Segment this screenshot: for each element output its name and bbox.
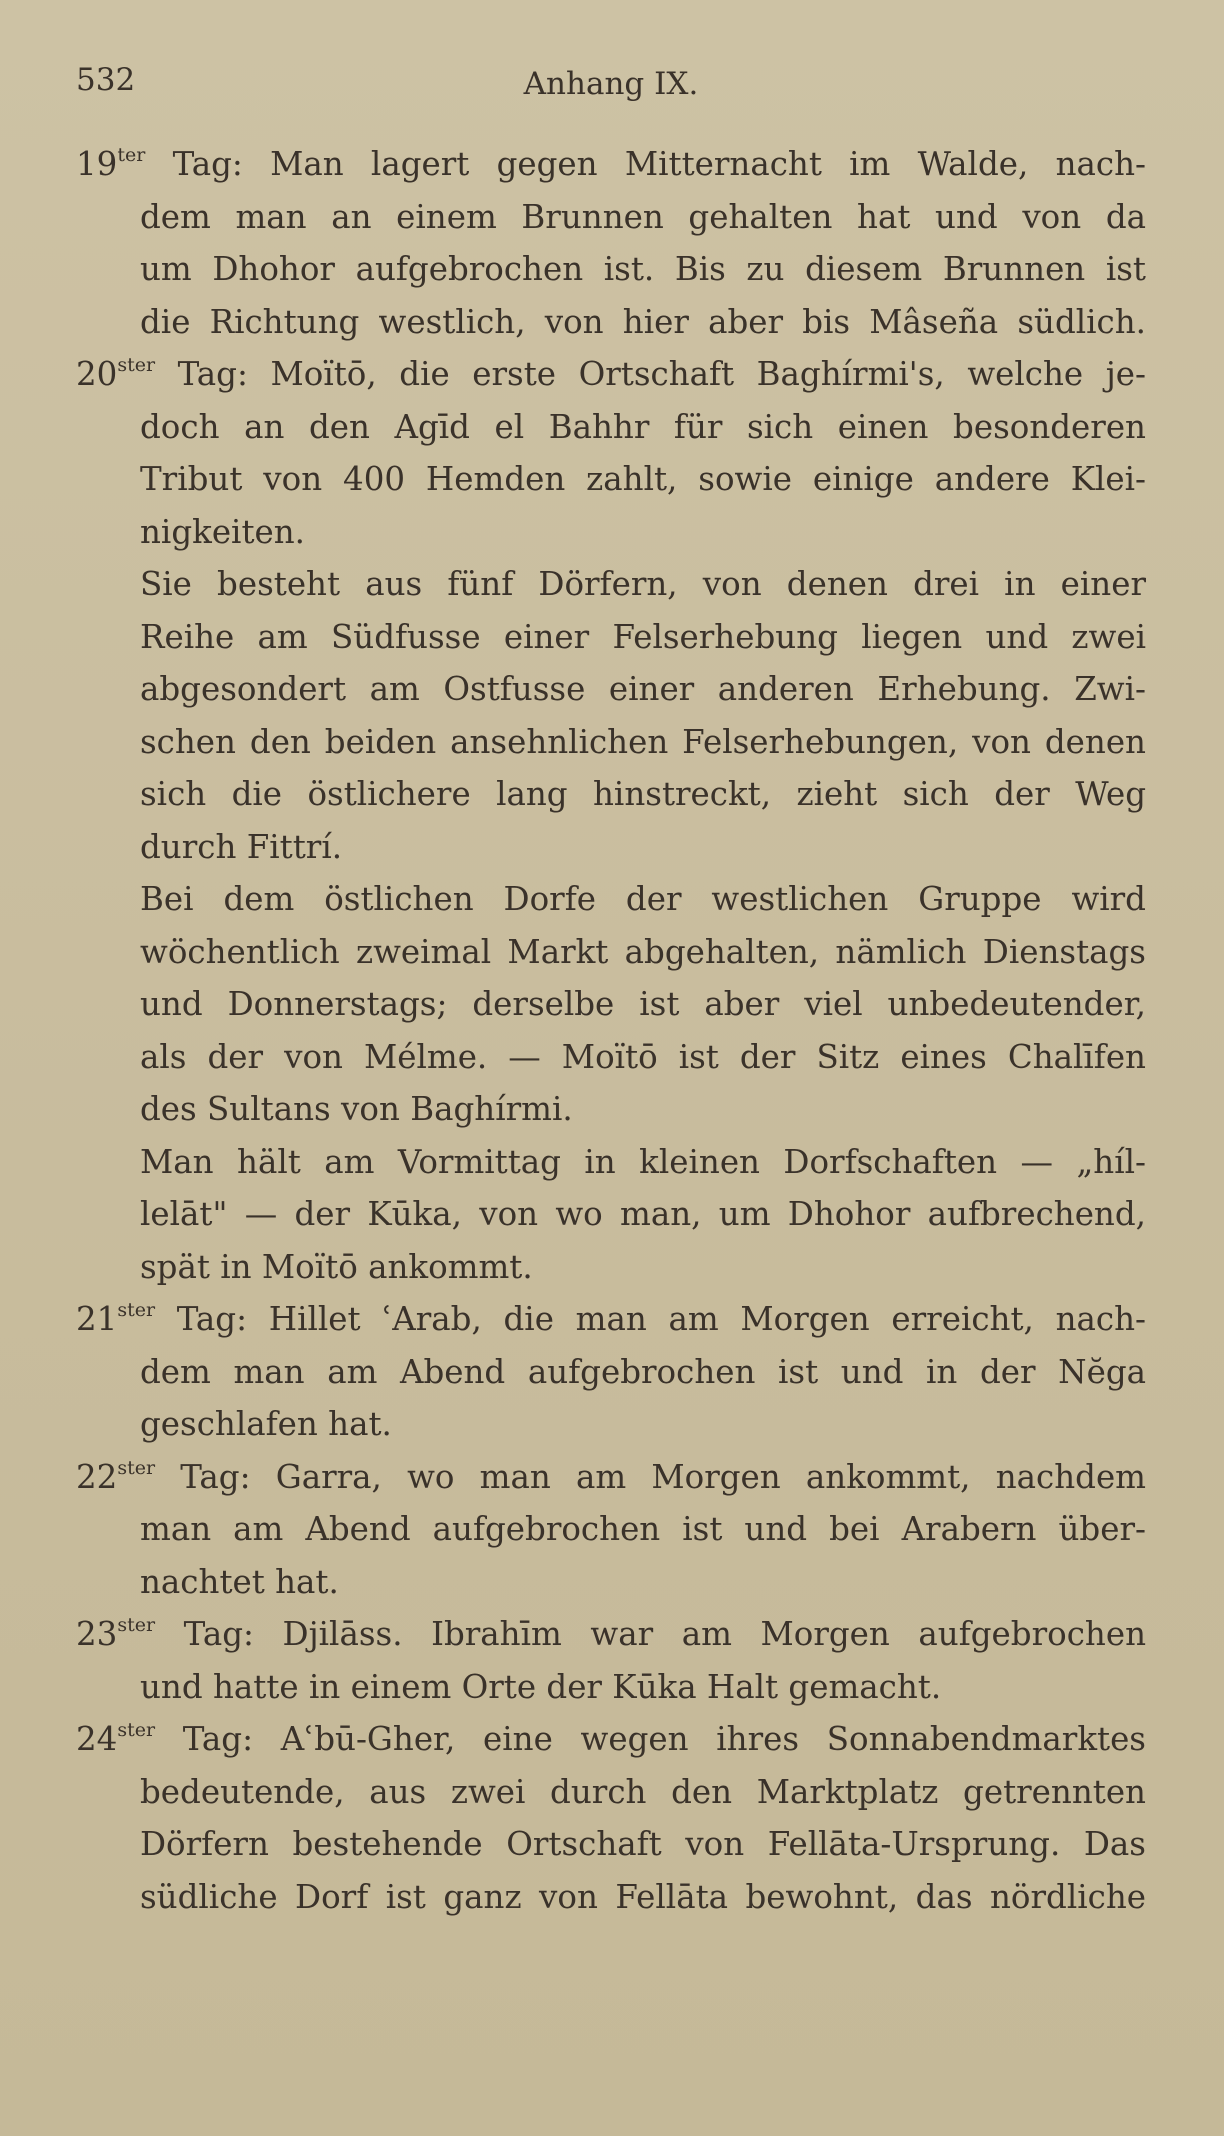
text-line — [76, 716, 1146, 769]
day-ordinal: 24 — [76, 1720, 118, 1758]
line-text: Dörfern bestehende Ortschaft von Fellāta-Ursprung. Das — [140, 1825, 1146, 1863]
text-line — [76, 558, 1146, 611]
day-number — [76, 1293, 155, 1346]
ordinal-suffix: ster — [117, 354, 156, 376]
line-text: doch an den Agīd el Bahhr für sich einen besonderen — [140, 407, 1146, 446]
day-number — [76, 348, 155, 401]
text-line — [76, 1661, 1146, 1714]
line-text: Tag: Moïtō, die erste Ortschaft Baghírmi's, welche je- — [155, 355, 1146, 393]
line-text: nachtet hat. — [140, 1562, 339, 1601]
text-line — [76, 1136, 1146, 1189]
text-line — [76, 296, 1146, 349]
text-line — [76, 926, 1146, 979]
ordinal-suffix: ster — [117, 1299, 156, 1321]
text-line — [76, 1346, 1146, 1399]
day-number — [76, 138, 145, 191]
line-text: des Sultans von Baghírmi. — [140, 1090, 573, 1128]
text-line — [76, 1766, 1146, 1819]
text-line — [76, 191, 1146, 244]
line-text: nigkeiten. — [140, 512, 306, 551]
line-text: lelāt" — der Kūka, von wo man, um Dhohor aufbrechend, — [140, 1195, 1146, 1233]
day-ordinal: 21 — [76, 1300, 118, 1338]
entry-heading-line — [76, 138, 1146, 191]
body-text — [76, 138, 1146, 1923]
line-text: und Donnerstags; derselbe ist aber viel unbedeutender, — [140, 985, 1146, 1023]
day-ordinal: 22 — [76, 1457, 118, 1496]
line-text: Bei dem östlichen Dorfe der westlichen Gruppe wird — [140, 880, 1146, 918]
line-text: durch Fittrí. — [140, 827, 343, 866]
line-text: dem man am Abend aufgebrochen ist und in der Nĕga — [140, 1352, 1146, 1391]
line-text: Tribut von 400 Hemden zahlt, sowie einige andere Klei- — [140, 460, 1146, 498]
line-text: um Dhohor aufgebrochen ist. Bis zu diesem Brunnen ist — [140, 250, 1146, 288]
line-text: geschlafen hat. — [140, 1405, 392, 1443]
line-text: spät in Moïtō ankommt. — [140, 1247, 533, 1286]
ordinal-suffix: ster — [117, 1719, 156, 1741]
text-line — [76, 611, 1146, 664]
running-title: Anhang IX. — [523, 66, 699, 102]
line-text: und hatte in einem Orte der Kūka Halt gemacht. — [140, 1667, 942, 1706]
text-line — [76, 768, 1146, 821]
line-text: Tag: Garra, wo man am Morgen ankommt, nachdem — [155, 1457, 1146, 1496]
day-number — [76, 1451, 155, 1504]
day-ordinal: 19 — [76, 145, 118, 183]
line-text: Tag: Man lagert gegen Mitternacht im Walde, nach- — [145, 145, 1146, 183]
line-text: wöchentlich zweimal Markt abgehalten, nämlich Dienstags — [140, 932, 1146, 971]
text-line — [76, 453, 1146, 506]
line-text: südliche Dorf ist ganz von Fellāta bewohnt, das nördliche — [140, 1877, 1146, 1916]
text-line — [76, 1083, 1146, 1136]
day-ordinal: 23 — [76, 1615, 118, 1653]
line-text: Man hält am Vormittag in kleinen Dorfschaften — „híl- — [140, 1142, 1146, 1181]
line-text: schen den beiden ansehnlichen Felserhebungen, von denen — [140, 722, 1146, 761]
day-ordinal: 20 — [76, 355, 118, 393]
text-line — [76, 663, 1146, 716]
text-line — [76, 873, 1146, 926]
text-line — [76, 1818, 1146, 1871]
ordinal-suffix: ster — [117, 1614, 156, 1636]
text-line — [76, 506, 1146, 559]
line-text: als der von Mélme. — Moïtō ist der Sitz eines Chalīfen — [140, 1037, 1146, 1076]
entry-heading-line — [76, 1293, 1146, 1346]
entry-heading-line — [76, 1713, 1146, 1766]
text-line — [76, 1031, 1146, 1084]
line-text: Tag: Hillet ʿArab, die man am Morgen erreicht, nach- — [155, 1300, 1146, 1338]
line-text: sich die östlichere lang hinstreckt, zieht sich der Weg — [140, 775, 1146, 813]
line-text: Sie besteht aus fünf Dörfern, von denen drei in einer — [140, 565, 1146, 603]
line-text: bedeutende, aus zwei durch den Marktplatz getrennten — [140, 1772, 1146, 1811]
text-line — [76, 1398, 1146, 1451]
ordinal-suffix: ter — [117, 144, 146, 166]
line-text: Tag: Djilāss. Ibrahīm war am Morgen aufgebrochen — [155, 1615, 1146, 1653]
text-line — [76, 401, 1146, 454]
text-line — [76, 1188, 1146, 1241]
page-number: 532 — [76, 62, 136, 98]
ordinal-suffix: ster — [117, 1456, 156, 1479]
text-line — [76, 1556, 1146, 1609]
line-text: man am Abend aufgebrochen ist und bei Arabern über- — [140, 1510, 1146, 1548]
line-text: dem man an einem Brunnen gehalten hat und von da — [140, 197, 1146, 236]
page-header — [76, 62, 1146, 106]
day-number — [76, 1713, 155, 1766]
text-line — [76, 243, 1146, 296]
line-text: die Richtung westlich, von hier aber bis Mâseña südlich. — [140, 302, 1146, 341]
entry-heading-line — [76, 1608, 1146, 1661]
line-text: abgesondert am Ostfusse einer anderen Erhebung. Zwi- — [140, 670, 1146, 708]
entry-heading-line — [76, 1451, 1146, 1504]
day-number — [76, 1608, 155, 1661]
entry-heading-line — [76, 348, 1146, 401]
line-text: Reihe am Südfusse einer Felserhebung liegen und zwei — [140, 617, 1146, 656]
text-line — [76, 978, 1146, 1031]
line-text: Tag: Aʿbū-Gher, eine wegen ihres Sonnabendmarktes — [155, 1720, 1146, 1758]
text-line — [76, 821, 1146, 874]
text-line — [76, 1241, 1146, 1294]
text-line — [76, 1503, 1146, 1556]
text-line — [76, 1871, 1146, 1924]
